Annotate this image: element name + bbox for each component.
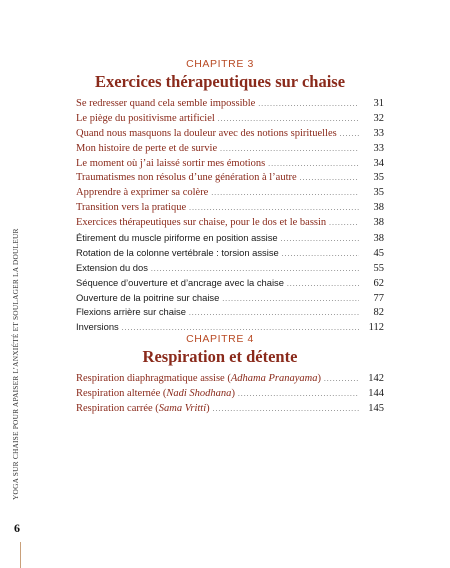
chapter-3-toc	[76, 97, 384, 335]
chapter-4-toc	[76, 372, 384, 417]
chapter-label: CHAPITRE 4	[186, 333, 254, 345]
toc-entry-page: 34	[373, 157, 384, 169]
chapter-title: Respiration et détente	[142, 347, 298, 366]
toc-subentry[interactable]	[76, 276, 384, 291]
toc-subentry[interactable]	[76, 231, 384, 246]
toc-entry[interactable]	[76, 402, 384, 417]
dot-leader	[151, 262, 359, 277]
toc-entry-title: Séquence d’ouverture et d’ancrage avec la chaise	[76, 276, 284, 288]
toc-entry[interactable]	[76, 112, 384, 127]
dot-leader	[281, 232, 359, 247]
toc-entry-page: 32	[373, 112, 384, 124]
toc-subentry[interactable]	[76, 261, 384, 276]
chapter-label: CHAPITRE 3	[186, 58, 254, 70]
toc-entry-title: Flexions arrière sur chaise	[76, 306, 186, 318]
toc-subentry[interactable]	[76, 291, 384, 306]
dot-leader	[282, 247, 359, 262]
toc-entry-title: Respiration carrée (Sama Vritti)	[76, 402, 210, 414]
toc-entry[interactable]	[76, 142, 384, 157]
toc-entry-title: Ouverture de la poitrine sur chaise	[76, 291, 220, 303]
dot-leader	[213, 402, 359, 417]
dot-leader	[222, 292, 359, 307]
toc-entry-page: 38	[373, 202, 384, 214]
toc-entry-title: Mon histoire de perte et de survie	[76, 142, 218, 154]
toc-entry-title: Inversions	[76, 321, 119, 333]
toc-entry[interactable]	[76, 387, 384, 402]
toc-entry-title: Exercices thérapeutiques sur chaise, pour le dos et le bassin	[76, 217, 327, 229]
toc-entry-page: 82	[373, 307, 384, 319]
dot-leader	[189, 201, 359, 216]
dot-leader	[340, 127, 359, 142]
toc-entry-title: Apprendre à exprimer sa colère	[76, 187, 209, 199]
toc-entry-title: Respiration alternée (Nadi Shodhana)	[76, 387, 235, 399]
toc-entry-title: Étirement du muscle piriforme en position assise	[76, 232, 278, 244]
toc-entry[interactable]	[76, 372, 384, 387]
toc-entry-title: Quand nous masquons la douleur avec des notions spirituelles	[76, 127, 337, 139]
toc-entry[interactable]	[76, 171, 384, 186]
toc-entry-page: 145	[368, 402, 384, 414]
dot-leader	[220, 142, 359, 157]
toc-entry-page: 77	[373, 292, 384, 304]
dot-leader	[268, 157, 359, 172]
toc-entry-title: Extension du dos	[76, 261, 148, 273]
toc-entry-title: Se redresser quand cela semble impossible	[76, 98, 256, 109]
margin-rule	[20, 542, 21, 568]
toc-entry-page: 142	[368, 373, 384, 384]
toc-entry-page: 62	[373, 277, 384, 289]
toc-entry-title: Rotation de la colonne vertébrale : torsion assise	[76, 246, 279, 258]
toc-entry[interactable]	[76, 127, 384, 142]
page-number: 6	[14, 521, 20, 535]
chapter-4-heading	[60, 333, 380, 367]
toc-entry[interactable]	[76, 97, 384, 112]
toc-entry-page: 55	[373, 262, 384, 274]
toc-entry-title: Le piège du positivisme artificiel	[76, 112, 215, 124]
running-book-title: YOGA SUR CHAISE POUR APAISER L’ANXIÉTÉ ET SOULAGER LA DOULEUR	[11, 228, 20, 500]
toc-subentry[interactable]	[76, 305, 384, 320]
toc-entry-title: Traumatismes non résolus d’une génération à l’autre	[76, 172, 297, 184]
toc-entry[interactable]	[76, 157, 384, 172]
chapter-3-heading	[60, 58, 380, 92]
toc-entry-title: Transition vers la pratique	[76, 202, 187, 214]
chapter-title: Exercices thérapeutiques sur chaise	[94, 72, 346, 91]
toc-entry[interactable]	[76, 201, 384, 216]
toc-entry-page: 33	[373, 142, 384, 154]
toc-entry-page: 112	[368, 322, 384, 334]
dot-leader	[211, 186, 359, 201]
toc-entry-page: 33	[373, 127, 384, 139]
dot-leader	[329, 216, 359, 231]
dot-leader	[189, 306, 359, 321]
toc-entry[interactable]	[76, 186, 384, 201]
toc-subentry[interactable]	[76, 246, 384, 261]
toc-entry-page: 45	[373, 247, 384, 259]
toc-entry-page: 144	[368, 387, 384, 399]
dot-leader	[287, 277, 359, 292]
toc-entry-page: 35	[373, 172, 384, 184]
toc-entry-page: 38	[373, 217, 384, 229]
toc-entry-page: 38	[373, 233, 384, 245]
dot-leader	[258, 97, 359, 112]
dot-leader	[238, 387, 359, 402]
toc-entry-title: Respiration diaphragmatique assise (Adhama Pranayama)	[76, 373, 321, 384]
toc-entry-page: 31	[373, 98, 384, 109]
dot-leader	[300, 171, 359, 186]
toc-entry[interactable]	[76, 216, 384, 231]
toc-entry-title: Le moment où j’ai laissé sortir mes émotions	[76, 157, 266, 169]
toc-entry-page: 35	[373, 187, 384, 199]
dot-leader	[324, 372, 359, 387]
dot-leader	[218, 112, 359, 127]
